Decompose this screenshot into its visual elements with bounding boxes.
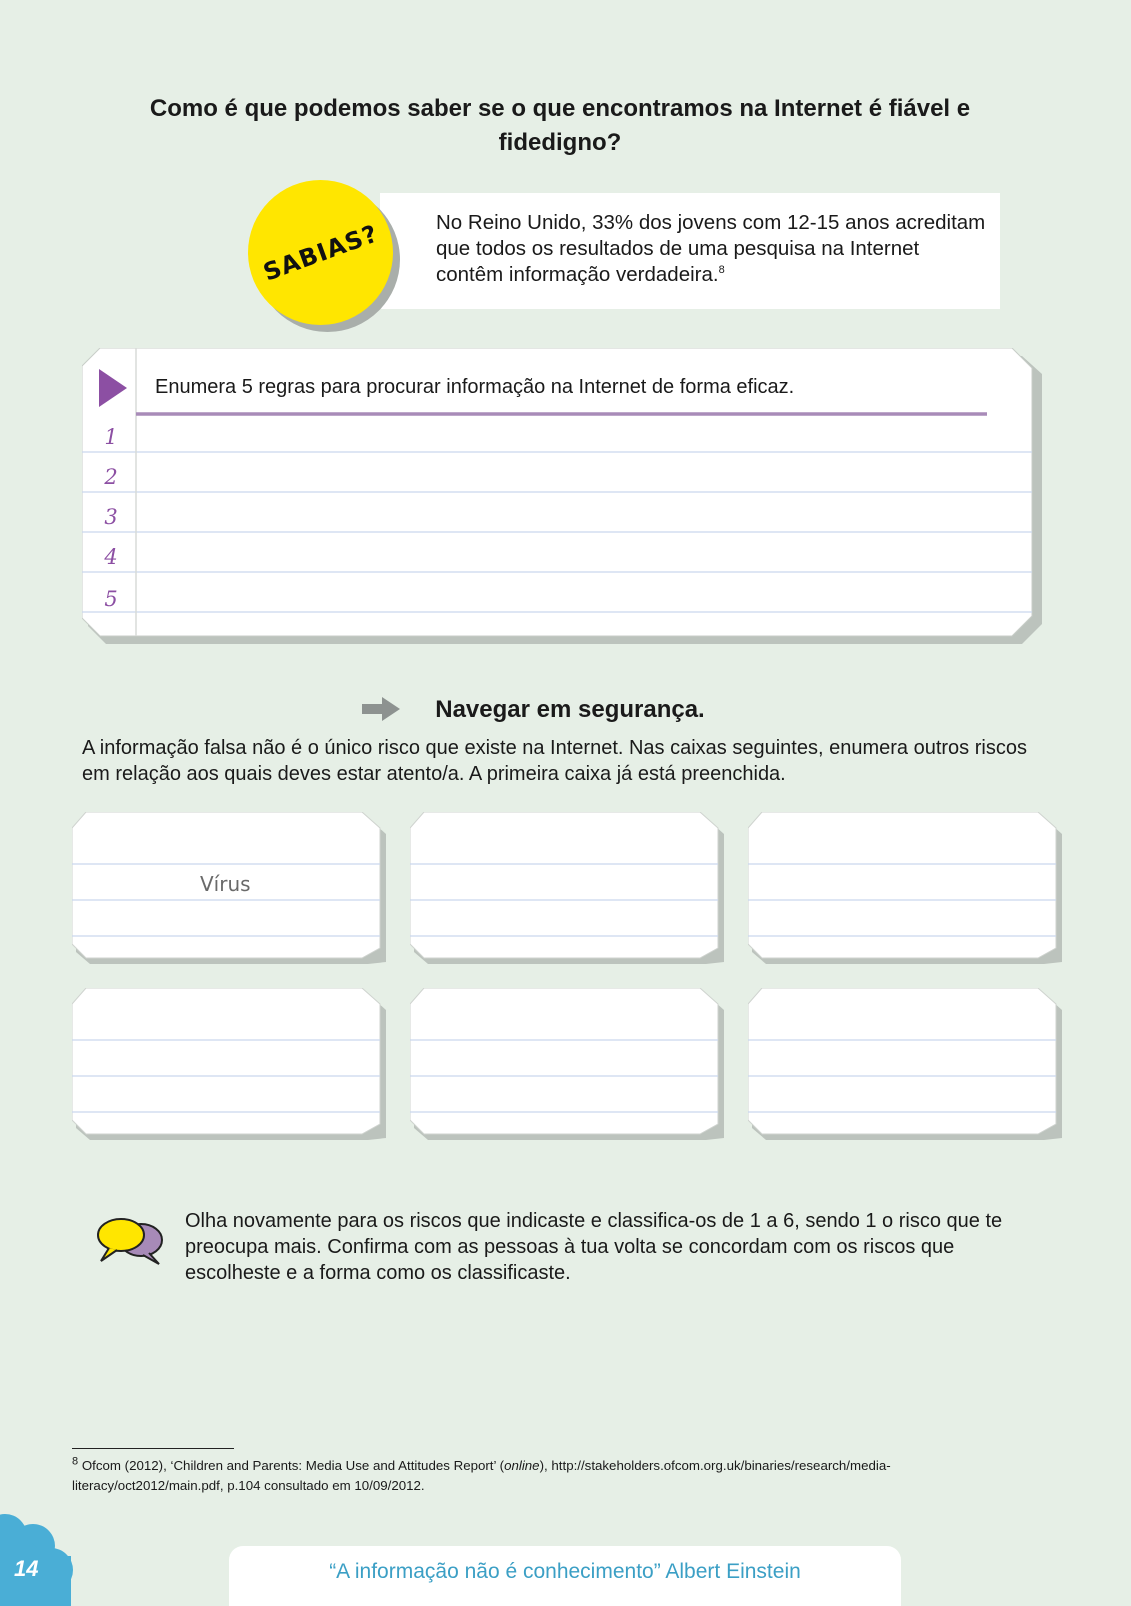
risk-box[interactable] — [72, 988, 388, 1145]
page-number: 14 — [14, 1556, 39, 1581]
risk-box[interactable] — [410, 988, 726, 1145]
footnote-italic: online — [504, 1458, 540, 1473]
risk-box[interactable] — [748, 812, 1064, 969]
footnote-number: 8 — [72, 1455, 79, 1468]
line-number-5: 5 — [104, 587, 118, 611]
line-number-4: 4 — [104, 545, 118, 569]
section-instructions: A informação falsa não é o único risco que existe na Internet. Nas caixas seguintes, enumera outros riscos em relação aos quais deves estar atento/a. A primeira caixa já está preenchida. — [82, 737, 1027, 785]
task-prompt: Enumera 5 regras para procurar informação na Internet de forma eficaz. — [155, 376, 795, 398]
page-title: Como é que podemos saber se o que encontramos na Internet é fiável e fidedigno? — [149, 95, 971, 156]
footnote-text-b: ), http://stakeholders.ofcom.org.uk/binaries/research/media-literacy/oct2012/main.pdf, p.104 consultado em 10/09/2012. — [72, 1458, 891, 1493]
risk-box — [72, 812, 388, 969]
footnote-text-a: Ofcom (2012), ‘Children and Parents: Media Use and Attitudes Report’ ( — [78, 1458, 505, 1473]
risk-text: Vírus — [200, 872, 251, 896]
play-arrow-icon — [99, 369, 127, 407]
line-number-3: 3 — [104, 505, 118, 529]
discussion-text: Olha novamente para os riscos que indicaste e classifica-os de 1 a 6, sendo 1 o risco que te preocupa mais. Confirma com as pessoas à tua volta se concordam com os riscos que escolheste e a forma como os classificaste. — [185, 1210, 1003, 1284]
risk-box[interactable] — [410, 812, 726, 969]
footnote-ref: 8 — [718, 264, 725, 277]
fact-text — [436, 210, 986, 288]
footnote — [72, 1456, 1032, 1496]
footnote-divider — [72, 1448, 234, 1449]
risk-box[interactable] — [748, 988, 1064, 1145]
line-number-1: 1 — [104, 425, 118, 449]
did-you-know-label: SABIAS? — [259, 218, 382, 287]
page-number-cloud — [0, 1506, 85, 1606]
speech-bubbles-icon — [95, 1217, 167, 1271]
section-title: Navegar em segurança. — [435, 696, 705, 723]
quote-text: “A informação não é conhecimento” Albert Einstein — [329, 1560, 801, 1583]
fact-body: No Reino Unido, 33% dos jovens com 12-15 anos acreditam que todos os resultados de uma pesquisa na Internet contêm informação verdadeira. — [436, 211, 986, 286]
line-number-2: 2 — [104, 465, 118, 489]
